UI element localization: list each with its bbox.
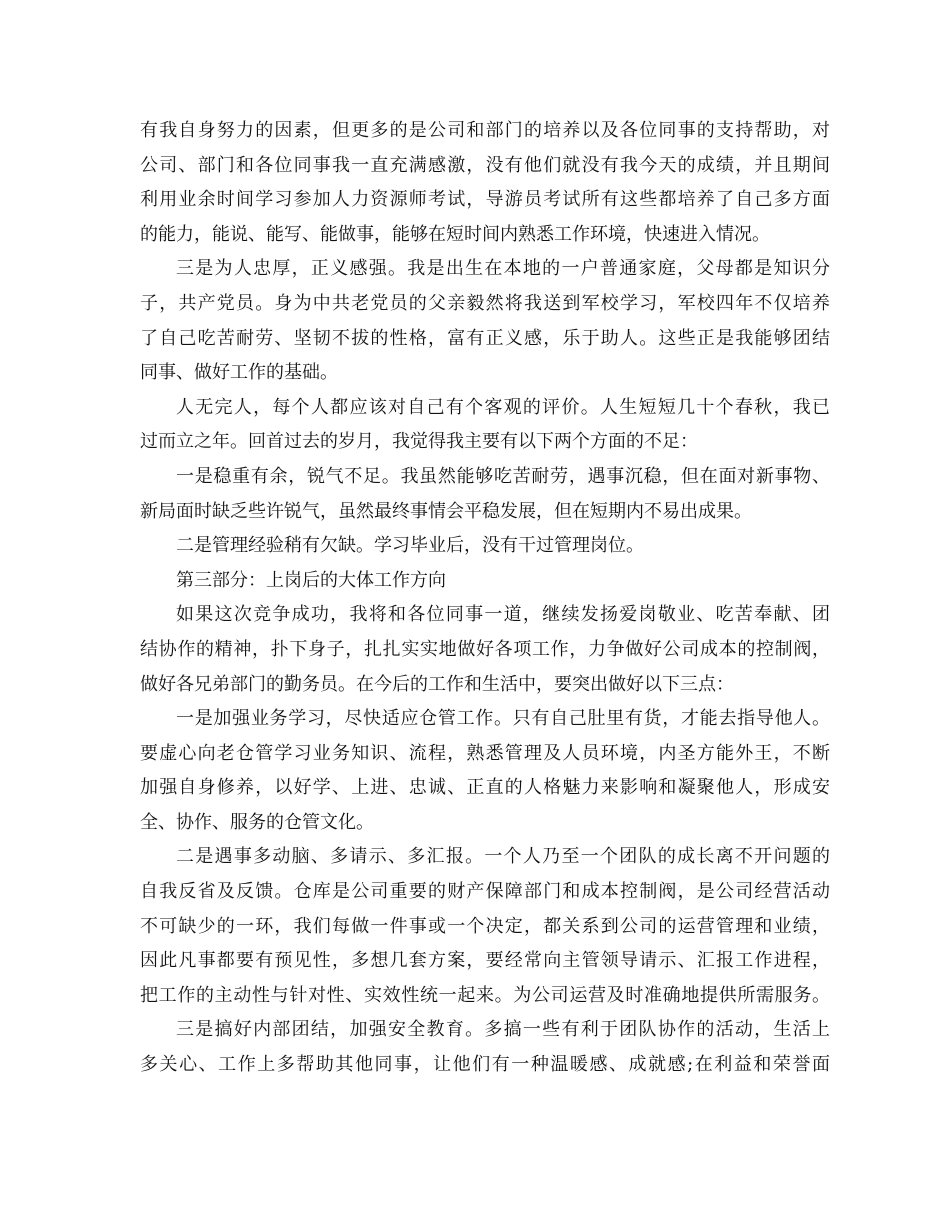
paragraph-first-line: 一是加强业务学习，尽快适应仓管工作。只有自己肚里有货，才能去指导他人。 bbox=[176, 708, 830, 730]
text-line: 全、协作、服务的仓管文化。 bbox=[140, 811, 374, 833]
document-body bbox=[140, 114, 830, 1083]
text-line: 不可缺少的一环，我们每做一件事或一个决定，都关系到公司的运营管理和业绩， bbox=[140, 915, 830, 937]
paragraph-first-line: 第三部分：上岗后的大体工作方向 bbox=[176, 569, 446, 591]
text-line: 多关心、工作上多帮助其他同事，让他们有一种温暖感、成就感;在利益和荣誉面 bbox=[140, 1054, 830, 1076]
text-line: 加强自身修养，以好学、上进、忠诚、正直的人格魅力来影响和凝聚他人，形成安 bbox=[140, 777, 830, 799]
text-line: 新局面时缺乏些许锐气，虽然最终事情会平稳发展，但在短期内不易出成果。 bbox=[140, 500, 752, 522]
text-line: 的能力，能说、能写、能做事，能够在短时间内熟悉工作环境，快速进入情况。 bbox=[140, 223, 770, 245]
text-line: 因此凡事都要有预见性，多想几套方案，要经常向主管领导请示、汇报工作进程， bbox=[140, 950, 830, 972]
text-line: 了自己吃苦耐劳、坚韧不拔的性格，富有正义感，乐于助人。这些正是我能够团结 bbox=[140, 327, 830, 349]
paragraph-first-line: 一是稳重有余，锐气不足。我虽然能够吃苦耐劳，遇事沉稳，但在面对新事物、 bbox=[176, 465, 830, 487]
paragraph-first-line: 人无完人，每个人都应该对自己有个客观的评价。人生短短几十个春秋，我已 bbox=[176, 396, 830, 418]
text-line: 做好各兄弟部门的勤务员。在今后的工作和生活中，要突出做好以下三点： bbox=[140, 673, 734, 695]
text-line: 有我自身努力的因素，但更多的是公司和部门的培养以及各位同事的支持帮助，对 bbox=[140, 120, 830, 141]
text-line: 子，共产党员。身为中共老党员的父亲毅然将我送到军校学习，军校四年不仅培养 bbox=[140, 292, 830, 314]
text-line: 把工作的主动性与针对性、实效性统一起来。为公司运营及时准确地提供所需服务。 bbox=[140, 984, 830, 1006]
text-line: 利用业余时间学习参加人力资源师考试，导游员考试所有这些都培养了自己多方面 bbox=[140, 189, 830, 211]
paragraph-first-line: 二是管理经验稍有欠缺。学习毕业后，没有干过管理岗位。 bbox=[176, 535, 644, 557]
text-line: 公司、部门和各位同事我一直充满感激，没有他们就没有我今天的成绩，并且期间 bbox=[140, 154, 830, 176]
text-line: 自我反省及反馈。仓库是公司重要的财产保障部门和成本控制阀，是公司经营活动 bbox=[140, 881, 830, 903]
paragraph-first-line: 二是遇事多动脑、多请示、多汇报。一个人乃至一个团队的成长离不开问题的 bbox=[176, 846, 830, 868]
text-line: 结协作的精神，扑下身子，扎扎实实地做好各项工作，力争做好公司成本的控制阀， bbox=[140, 638, 830, 660]
text-line: 要虚心向老仓管学习业务知识、流程，熟悉管理及人员环境，内圣方能外王，不断 bbox=[140, 742, 830, 764]
paragraph-first-line: 如果这次竞争成功，我将和各位同事一道，继续发扬爱岗敬业、吃苦奉献、团 bbox=[176, 604, 830, 626]
text-line: 同事、做好工作的基础。 bbox=[140, 362, 338, 384]
text-line: 过而立之年。回首过去的岁月，我觉得我主要有以下两个方面的不足： bbox=[140, 431, 698, 453]
paragraph-first-line: 三是搞好内部团结，加强安全教育。多搞一些有利于团队协作的活动，生活上 bbox=[176, 1019, 830, 1041]
paragraph-first-line: 三是为人忠厚，正义感强。我是出生在本地的一户普通家庭，父母都是知识分 bbox=[176, 258, 830, 280]
